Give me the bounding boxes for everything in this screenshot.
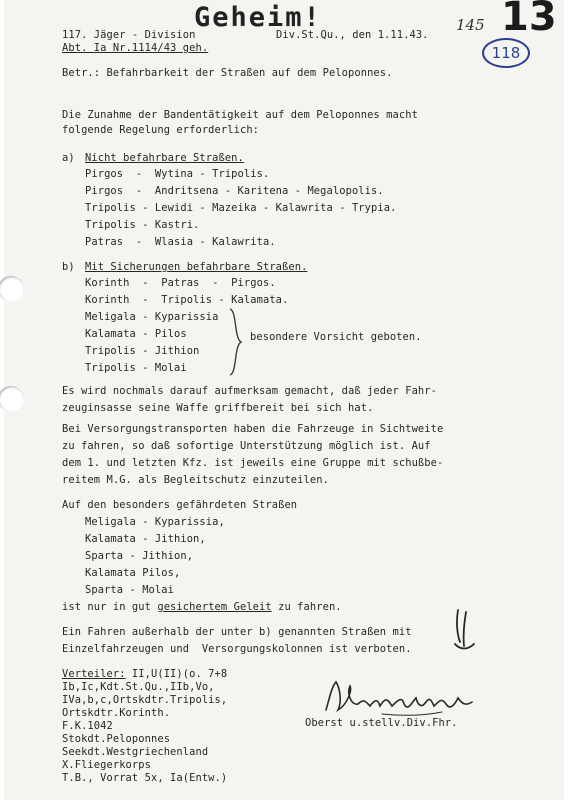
road-item: Sparta - Molai — [85, 584, 174, 596]
distribution-line: Seekdt.Westgriechenland — [62, 746, 209, 758]
intro-line: folgende Regelung erforderlich: — [62, 124, 260, 136]
road-item: Tripolis - Kastri. — [85, 219, 200, 231]
secret-stamp: Geheim! — [194, 2, 322, 33]
supply-paragraph-line: reitem M.G. als Begleitschutz einzuteilen. — [62, 474, 329, 486]
road-item: Patras - Wlasia - Kalawrita. — [85, 236, 276, 248]
dangerous-roads-heading: Auf den besonders gefährdeten Straßen — [62, 499, 298, 511]
distribution-label: Verteiler: — [62, 668, 126, 680]
road-item: Korinth - Tripolis - Kalamata. — [85, 294, 289, 306]
road-item: Korinth - Patras - Pirgos. — [85, 277, 276, 289]
signature-title: Oberst u.stellv.Div.Fhr. — [305, 717, 458, 729]
road-item: Kalamata - Jithion, — [85, 533, 206, 545]
escort-text: ist nur in gut — [62, 601, 158, 613]
large-page-number: 13 — [501, 0, 557, 40]
forbidden-paragraph-line: Einzelfahrzeugen und Versorgungskolonnen ist verboten. — [62, 643, 412, 655]
section-b-label: b) — [62, 261, 75, 273]
distribution-line: IVa,b,c,Ortskdtr.Tripolis, — [62, 694, 228, 706]
supply-paragraph-line: zu fahren, so daß sofortige Unterstützung möglich ist. Auf — [62, 440, 431, 452]
supply-paragraph-line: dem 1. und letzten Kfz. ist jeweils eine Gruppe mit schußbe- — [62, 457, 444, 469]
escort-text: zu fahren. — [271, 601, 342, 613]
weapon-paragraph-line: zeuginsasse seine Waffe griffbereit bei sich hat. — [62, 402, 374, 414]
document-page — [4, 0, 564, 800]
section-a-label: a) — [62, 152, 75, 164]
punch-hole — [0, 386, 24, 412]
supply-paragraph-line: Bei Versorgungstransporten haben die Fahrzeuge in Sichtweite — [62, 423, 444, 435]
escort-underlined: gesichertem Geleit — [157, 601, 272, 613]
distribution-line: Ib,Ic,Kdt.St.Qu.,IIb,Vo, — [62, 681, 215, 693]
weapon-paragraph-line: Es wird nochmals darauf aufmerksam gemacht, daß jeder Fahr- — [62, 385, 437, 397]
distribution-line: X.Fliegerkorps — [62, 759, 151, 771]
bracket-brace — [228, 308, 244, 376]
distribution-line: F.K.1042 — [62, 720, 113, 732]
road-item: Kalamata Pilos, — [85, 567, 181, 579]
distribution-line: Ortskdtr.Korinth. — [62, 707, 171, 719]
road-item: Meligala - Kyparissia — [85, 311, 219, 323]
handwritten-signature — [322, 676, 482, 720]
escort-instruction — [62, 601, 342, 614]
reference-number: Abt. Ia Nr.1114/43 geh. — [62, 42, 209, 54]
road-item: Pirgos - Andritsena - Karitena - Megalopolis. — [85, 185, 384, 197]
location-date: Div.St.Qu., den 1.11.43. — [276, 29, 429, 41]
distribution-line: Stokdt.Peloponnes — [62, 733, 171, 745]
punch-hole — [0, 276, 24, 302]
handwritten-initial-mark — [452, 608, 476, 652]
bracket-note: besondere Vorsicht geboten. — [250, 331, 422, 343]
subject-line: Betr.: Befahrbarkeit der Straßen auf dem Peloponnes. — [62, 67, 393, 79]
road-item: Tripolis - Lewidi - Mazeika - Kalawrita - Trypia. — [85, 202, 397, 214]
section-a-heading: Nicht befahrbare Straßen. — [85, 152, 244, 164]
distribution-text: II,U(II)(o. 7+8 — [125, 668, 228, 680]
section-b-heading: Mit Sicherungen befahrbare Straßen. — [85, 261, 308, 273]
handwritten-page-number: 145 — [456, 16, 485, 34]
distribution-line: T.B., Vorrat 5x, Ia(Entw.) — [62, 772, 228, 784]
division-name: 117. Jäger - Division — [62, 29, 196, 41]
road-item: Tripolis - Jithion — [85, 345, 200, 357]
forbidden-paragraph-line: Ein Fahren außerhalb der unter b) genannten Straßen mit — [62, 626, 412, 638]
road-item: Meligala - Kyparissia, — [85, 516, 225, 528]
intro-line: Die Zunahme der Bandentätigkeit auf dem Peloponnes macht — [62, 109, 418, 121]
road-item: Sparta - Jithion, — [85, 550, 194, 562]
distribution-first-line — [62, 668, 227, 681]
circled-page-number — [482, 38, 530, 68]
road-item: Kalamata - Pilos — [85, 328, 187, 340]
road-item: Pirgos - Wytina - Tripolis. — [85, 168, 270, 180]
road-item: Tripolis - Molai — [85, 362, 187, 374]
circled-number-text: 118 — [491, 44, 521, 62]
